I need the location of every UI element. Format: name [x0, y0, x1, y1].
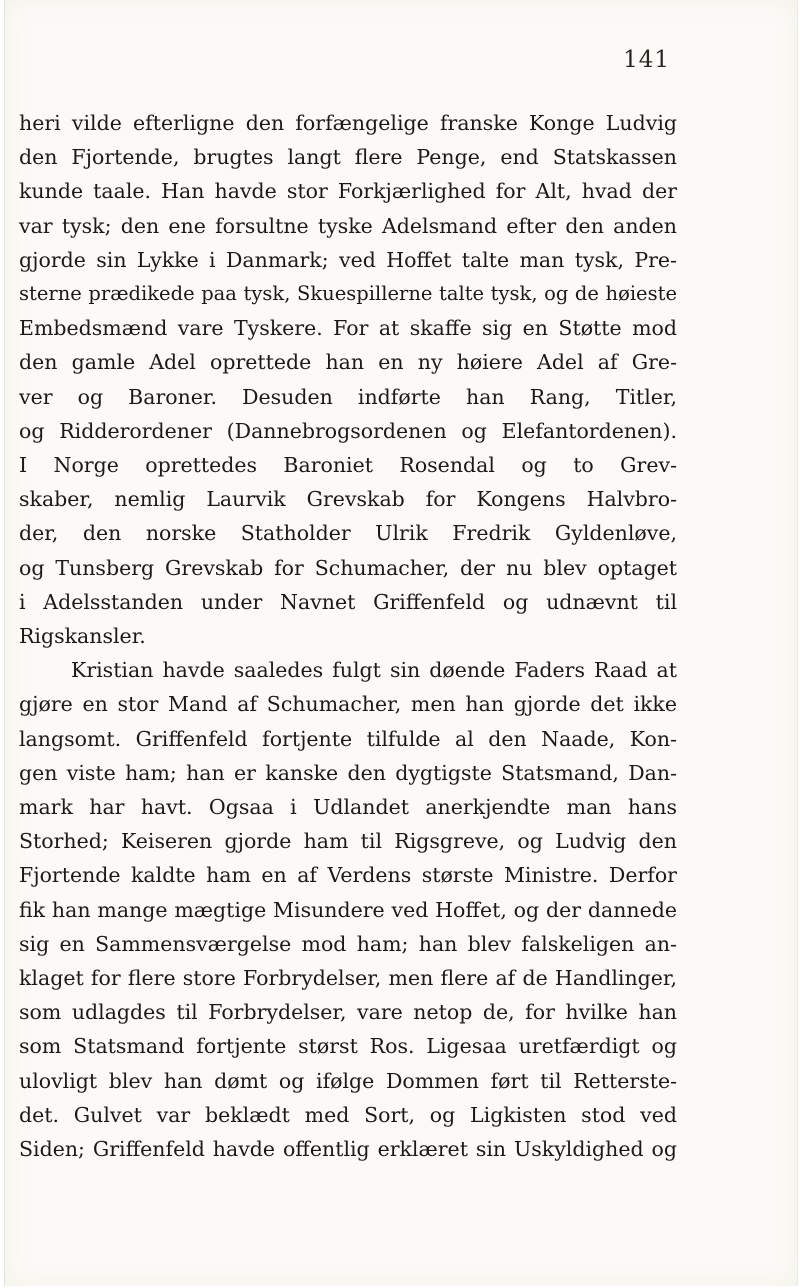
text-line: kunde taale. Han havde stor Forkjærlighed for Alt, hvad der — [19, 179, 677, 204]
text-line: gjøre en stor Mand af Schumacher, men han gjorde det ikke — [19, 692, 677, 717]
text-line: der, den norske Statholder Ulrik Fredrik Gyldenløve, — [19, 521, 677, 546]
page-number: 141 — [623, 47, 670, 73]
text-line: skaber, nemlig Laurvik Grevskab for Kongens Halvbro- — [19, 487, 677, 512]
text-line: den Fjortende, brugtes langt flere Penge, end Statskassen — [19, 145, 677, 170]
book-page — [4, 0, 798, 1286]
text-line: og Tunsberg Grevskab for Schumacher, der nu blev optaget — [19, 555, 677, 580]
text-line: i Adelsstanden under Navnet Griffenfeld og udnævnt til — [19, 589, 677, 614]
text-line: som Statsmand fortjente størst Ros. Ligesaa uretfærdigt og — [19, 1034, 677, 1059]
text-line: mark har havt. Ogsaa i Udlandet anerkjendte man hans — [19, 795, 677, 820]
text-line: den gamle Adel oprettede han en ny høiere Adel af Gre- — [19, 350, 677, 375]
text-line: heri vilde efterligne den forfængelige franske Konge Ludvig — [19, 111, 677, 135]
text-line: som udlagdes til Forbrydelser, vare netop de, for hvilke han — [19, 1000, 677, 1025]
text-line: fik han mange mægtige Misundere ved Hoffet, og der dannede — [19, 897, 677, 922]
text-line: det. Gulvet var beklædt med Sort, og Ligkisten stod ved — [19, 1102, 677, 1127]
text-line: klaget for flere store Forbrydelser, men flere af de Handlinger, — [19, 966, 677, 991]
text-line: ver og Baroner. Desuden indførte han Rang, Titler, — [19, 384, 677, 409]
text-line: sterne prædikede paa tysk, Skuespillerne talte tysk, og de høieste — [19, 282, 677, 306]
text-line: ulovligt blev han dømt og ifølge Dommen ført til Retterste- — [19, 1068, 677, 1093]
text-line: Siden; Griffenfeld havde offentlig erklæret sin Uskyldighed og — [19, 1137, 677, 1162]
text-line: og Ridderordener (Dannebrogsordenen og Elefantordenen). — [19, 418, 677, 443]
text-line: var tysk; den ene forsultne tyske Adelsmand efter den anden — [19, 213, 677, 238]
text-line: Kristian havde saaledes fulgt sin døende Faders Raad at — [71, 658, 677, 683]
text-line: Embedsmænd vare Tyskere. For at skaffe sig en Støtte mod — [19, 316, 677, 341]
text-line: Storhed; Keiseren gjorde ham til Rigsgreve, og Ludvig den — [19, 829, 677, 854]
body-text — [19, 106, 677, 1166]
text-line: gjorde sin Lykke i Danmark; ved Hoffet talte man tysk, Pre- — [19, 247, 677, 272]
text-line: Rigskansler. — [19, 624, 146, 649]
text-line: sig en Sammensværgelse mod ham; han blev falskeligen an- — [19, 931, 677, 956]
text-line: gen viste ham; han er kanske den dygtigste Statsmand, Dan- — [19, 760, 677, 785]
text-line: langsomt. Griffenfeld fortjente tilfulde al den Naade, Kon- — [19, 726, 677, 751]
text-line: I Norge oprettedes Baroniet Rosendal og to Grev- — [19, 453, 677, 478]
text-line: Fjortende kaldte ham en af Verdens største Ministre. Derfor — [19, 863, 677, 888]
